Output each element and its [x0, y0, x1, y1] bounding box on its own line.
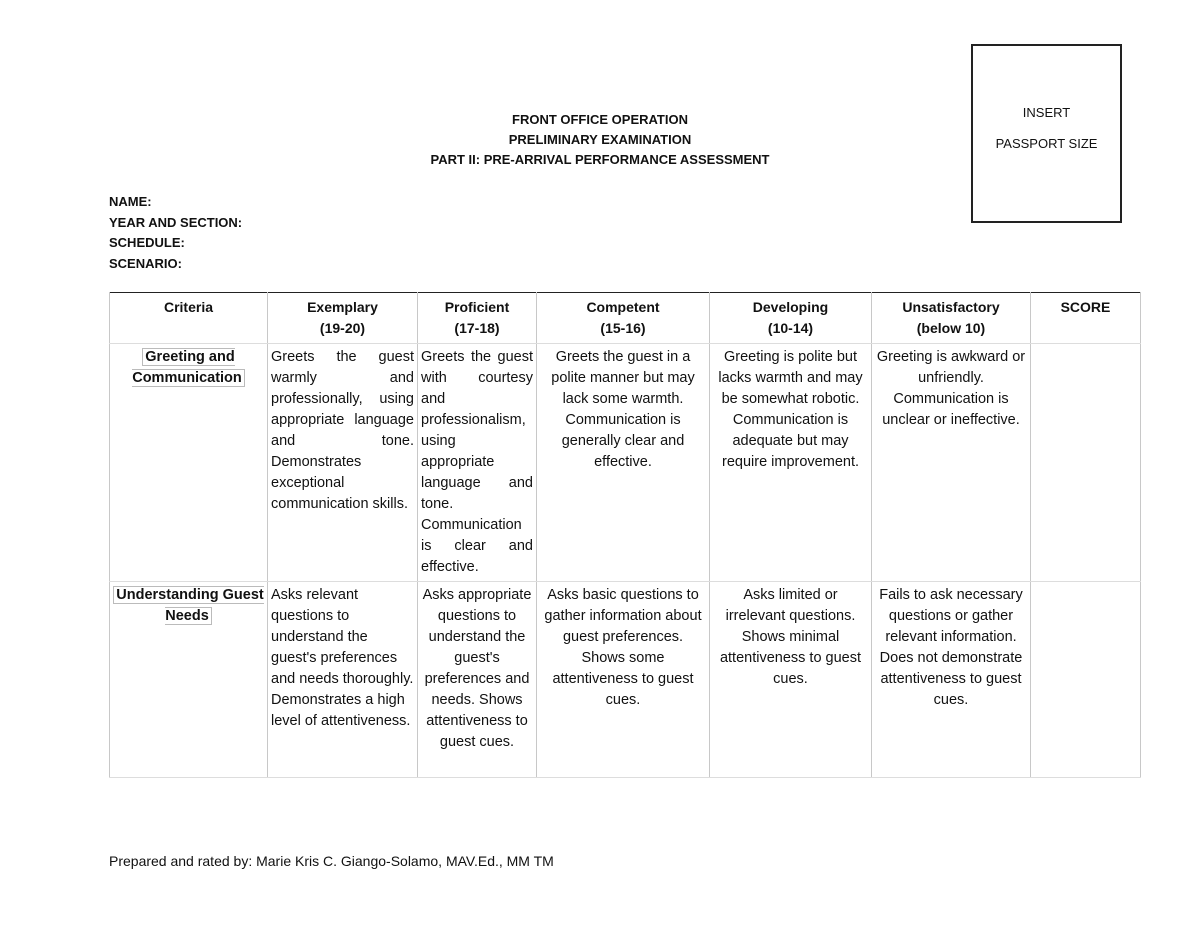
header-developing: Developing (10-14)	[710, 293, 872, 344]
field-scenario: SCENARIO:	[109, 255, 182, 271]
title-exam: PRELIMINARY EXAMINATION	[508, 132, 692, 147]
unsatisfactory-cell: Fails to ask necessary questions or gather relevant information. Does not demonstrate attentiveness to guest cues.	[872, 582, 1031, 778]
table-header-row	[110, 293, 1141, 344]
criteria-cell: Understanding Guest Needs	[110, 582, 268, 778]
rubric-table	[109, 292, 1141, 778]
competent-cell: Asks basic questions to gather information about guest preferences. Shows some attentiveness to guest cues.	[537, 582, 710, 778]
student-info-fields	[109, 192, 242, 274]
photo-box-line1: INSERT	[1022, 105, 1071, 120]
header-exemplary: Exemplary (19-20)	[268, 293, 418, 344]
proficient-cell: Asks appropriate questions to understand the guest's preferences and needs. Shows attentiveness to guest cues.	[418, 582, 537, 778]
photo-box-line2: PASSPORT SIZE	[995, 136, 1098, 151]
title-part: PART II: PRE-ARRIVAL PERFORMANCE ASSESSMENT	[430, 152, 770, 167]
header-criteria: Criteria	[110, 293, 268, 344]
header-score: SCORE	[1031, 293, 1141, 344]
exemplary-cell: Asks relevant questions to understand the guest's preferences and needs thoroughly. Demonstrates a high level of attentiveness.	[268, 582, 418, 778]
criteria-cell: Greeting and Communication	[110, 344, 268, 582]
field-year-section: YEAR AND SECTION:	[109, 214, 243, 230]
document-title	[360, 110, 840, 170]
header-unsatisfactory: Unsatisfactory (below 10)	[872, 293, 1031, 344]
header-proficient: Proficient (17-18)	[418, 293, 537, 344]
table-row	[110, 582, 1141, 778]
developing-cell: Asks limited or irrelevant questions. Shows minimal attentiveness to guest cues.	[710, 582, 872, 778]
rater-name: Marie Kris C. Giango-Solamo, MAV.Ed., MM TM	[256, 853, 554, 869]
header-competent: Competent (15-16)	[537, 293, 710, 344]
proficient-cell: Greets the guest with courtesy and professionalism, using appropriate language and tone. Communication is clear and effective.	[418, 344, 537, 582]
prepared-by-footer	[109, 853, 554, 869]
passport-photo-box	[971, 44, 1122, 223]
title-course: FRONT OFFICE OPERATION	[512, 112, 688, 127]
table-row	[110, 344, 1141, 582]
field-schedule: SCHEDULE:	[109, 235, 185, 250]
developing-cell: Greeting is polite but lacks warmth and may be somewhat robotic. Communication is adequate but may require improvement.	[710, 344, 872, 582]
unsatisfactory-cell: Greeting is awkward or unfriendly. Communication is unclear or ineffective.	[872, 344, 1031, 582]
score-cell[interactable]	[1031, 344, 1141, 582]
competent-cell: Greets the guest in a polite manner but may lack some warmth. Communication is generally clear and effective.	[537, 344, 710, 582]
exemplary-cell: Greets the guest warmly and professionally, using appropriate language and tone. Demonstrates exceptional communication skills.	[268, 344, 418, 582]
field-name: NAME:	[109, 194, 152, 209]
prepared-by-label: Prepared and rated by:	[109, 853, 257, 869]
score-cell[interactable]	[1031, 582, 1141, 778]
